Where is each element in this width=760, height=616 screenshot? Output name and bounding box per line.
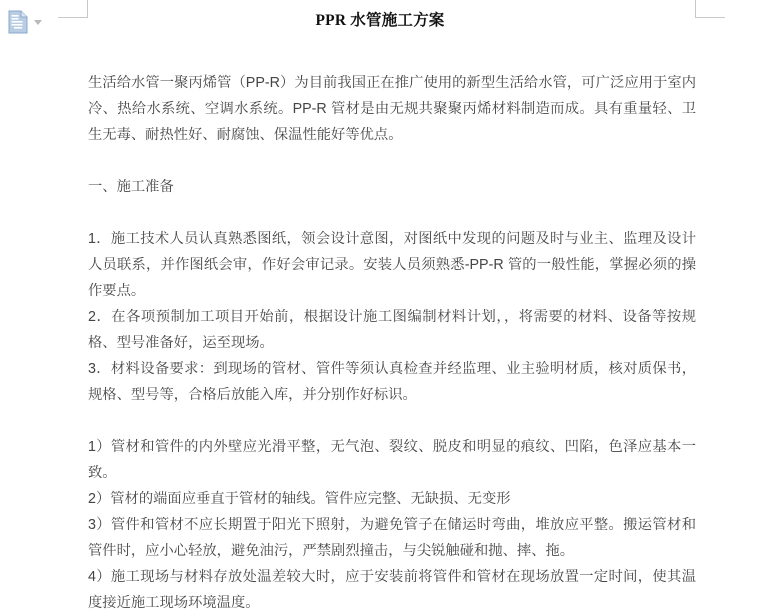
sub-list-item-4: 4）施工现场与材料存放处温差较大时，应于安装前将管件和管材在现场放置一定时间，使其温度接近施工现场环境温度。: [88, 569, 696, 611]
paragraph-spacer-3: [88, 408, 696, 434]
document-body: [88, 70, 696, 616]
list-item-3: 3．材料设备要求：到现场的管材、管件等须认真检查并经监理、业主验明材质，核对质保书，规格、型号等，合格后放能入库，并分别作好标识。: [88, 361, 696, 403]
list-item-2: 2．在各项预制加工项目开始前，根据设计施工图编制材料计划，，将需要的材料、设备等按规格、型号准备好，运至现场。: [88, 309, 696, 351]
sub-list-item-1: 1）管材和管件的内外壁应光滑平整，无气泡、裂纹、脱皮和明显的痕纹、凹陷，色泽应基本一致。: [88, 439, 696, 481]
paragraph-spacer-2: [88, 200, 696, 226]
paragraph-intro: 生活给水管一聚丙烯管（PP-R）为目前我国正在推广使用的新型生活给水管，可广泛应用于室内冷、热给水系统、空调水系统。PP-R 管材是由无规共聚聚丙烯材料制造而成。具有重量轻、卫生无毒、耐热性好、耐腐蚀、保温性能好等优点。: [88, 75, 696, 143]
sub-list-item-2: 2）管材的端面应垂直于管材的轴线。管件应完整、无缺损、无变形: [88, 491, 511, 507]
section-heading: 一、施工准备: [88, 179, 174, 195]
paragraph-spacer-1: [88, 148, 696, 174]
list-item-1: 1．施工技术人员认真熟悉图纸，领会设计意图，对图纸中发现的问题及时与业主、监理及设计人员联系，并作图纸会审，作好会审记录。安装人员须熟悉-PP-R 管的一般性能，掌握必须的操作要点。: [88, 231, 696, 299]
sub-list-item-3: 3）管件和管材不应长期置于阳光下照射，为避免管子在储运时弯曲，堆放应平整。搬运管材和管件时，应小心轻放，避免油污，严禁剧烈撞击，与尖锐触碰和抛、摔、拖。: [88, 517, 696, 559]
page-title: PPR 水管施工方案: [315, 12, 445, 29]
